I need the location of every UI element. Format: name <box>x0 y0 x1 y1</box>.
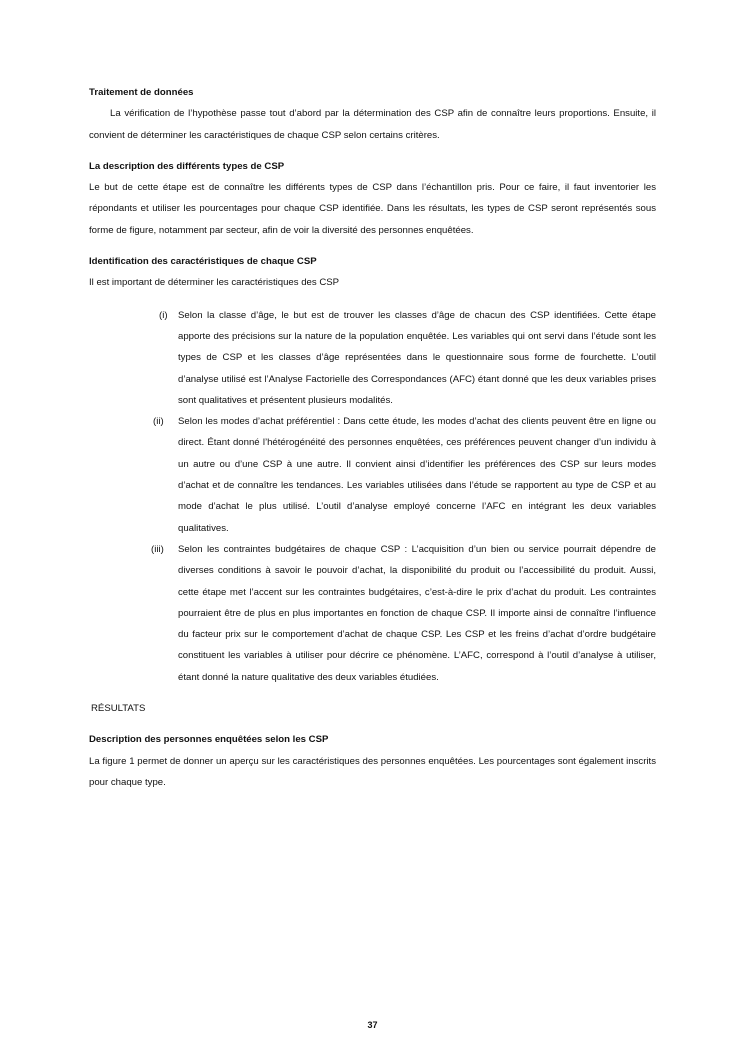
heading-description: La description des différents types de CSP <box>89 160 285 172</box>
criteria-list <box>89 305 656 688</box>
list-marker: (i) <box>159 309 168 321</box>
list-item <box>89 411 656 539</box>
paragraph-description-enquetes: La figure 1 permet de donner un aperçu sur les caractéristiques des personnes enquêtées. Les pourcentages sont également inscrits pour chaque type. <box>89 755 656 788</box>
paragraph-description: Le but de cette étape est de connaître les différents types de CSP dans l’échantillon pris. Pour ce faire, il faut inventorier les répondants et utiliser les pourcentages pour chaque CSP identifiée. Dans les résultats, les types de CSP seront représentés sous forme de figure, notamment par secteur, afin de voir la diversité des personnes enquêtées. <box>89 182 656 236</box>
list-item <box>89 539 656 688</box>
paragraph-identification-intro: Il est important de déterminer les caractéristiques des CSP <box>89 277 340 289</box>
heading-identification: Identification des caractéristiques de chaque CSP <box>89 256 317 268</box>
list-marker: (iii) <box>151 543 164 555</box>
heading-resultats: RÉSULTATS <box>91 703 146 715</box>
heading-traitement: Traitement de données <box>89 87 194 98</box>
list-marker: (ii) <box>153 416 164 428</box>
list-item-text: Selon les modes d’achat préférentiel : Dans cette étude, les modes d’achat des clients peuvent être en ligne ou direct. Étant donné l’hétérogénéité des personnes enquêtées, ces préférences peuvent changer d’un individu à un autre ou d’une CSP à une autre. Il convient ainsi d’identifier les préférences des CSP sur leurs modes d’achat et de connaître les tendances. Les variables utilisées dans l’étude se rapportent au type de CSP et au mode d’achat le plus utilisé. L’outil d’analyse employé concerne l’AFC en intégrant les deux variables qualitatives. <box>178 416 656 534</box>
list-item-text: Selon la classe d’âge, le but est de trouver les classes d’âge de chacun des CSP identifiées. Cette étape apporte des précisions sur la nature de la population enquêtée. Les variables qui ont servi dans l’étude sont les types de CSP et les classes d’âge représentées dans le questionnaire sous forme de fourchette. L’outil d’analyse utilisé est l’Analyse Factorielle des Correspondances (AFC) étant donné que les deux variables prises sont qualitatives et présentent plusieurs modalités. <box>178 309 656 406</box>
paragraph-traitement: La vérification de l’hypothèse passe tout d’abord par la détermination des CSP afin de connaître leurs proportions. Ensuite, il convient de déterminer les caractéristiques de chaque CSP selon certains critères. <box>89 108 656 141</box>
heading-description-enquetes: Description des personnes enquêtées selon les CSP <box>89 734 329 746</box>
list-item-text: Selon les contraintes budgétaires de chaque CSP : L’acquisition d’un bien ou service pourrait dépendre de diverses conditions à savoir le pouvoir d’achat, la disponibilité du produit ou l’accessibilité du produit. Aussi, cette étape met l’accent sur les contraintes budgétaires, c’est-à-dire le prix d’achat du produit. Les contraintes pourraient être de plus en plus importantes en fonction de chaque CSP. Il importe ainsi de connaître l’influence du facteur prix sur le comportement d’achat de chaque CSP. Les CSP et les freins d’achat d’ordre budgétaire constituent les variables à utiliser pour décrire ce phénomène. L’AFC, correspond à l’outil d’analyse à utiliser, étant donné la nature qualitative des deux variables étudiées. <box>178 543 656 683</box>
document-page <box>89 82 656 793</box>
list-item <box>89 305 656 411</box>
page-number: 37 <box>367 1020 378 1030</box>
